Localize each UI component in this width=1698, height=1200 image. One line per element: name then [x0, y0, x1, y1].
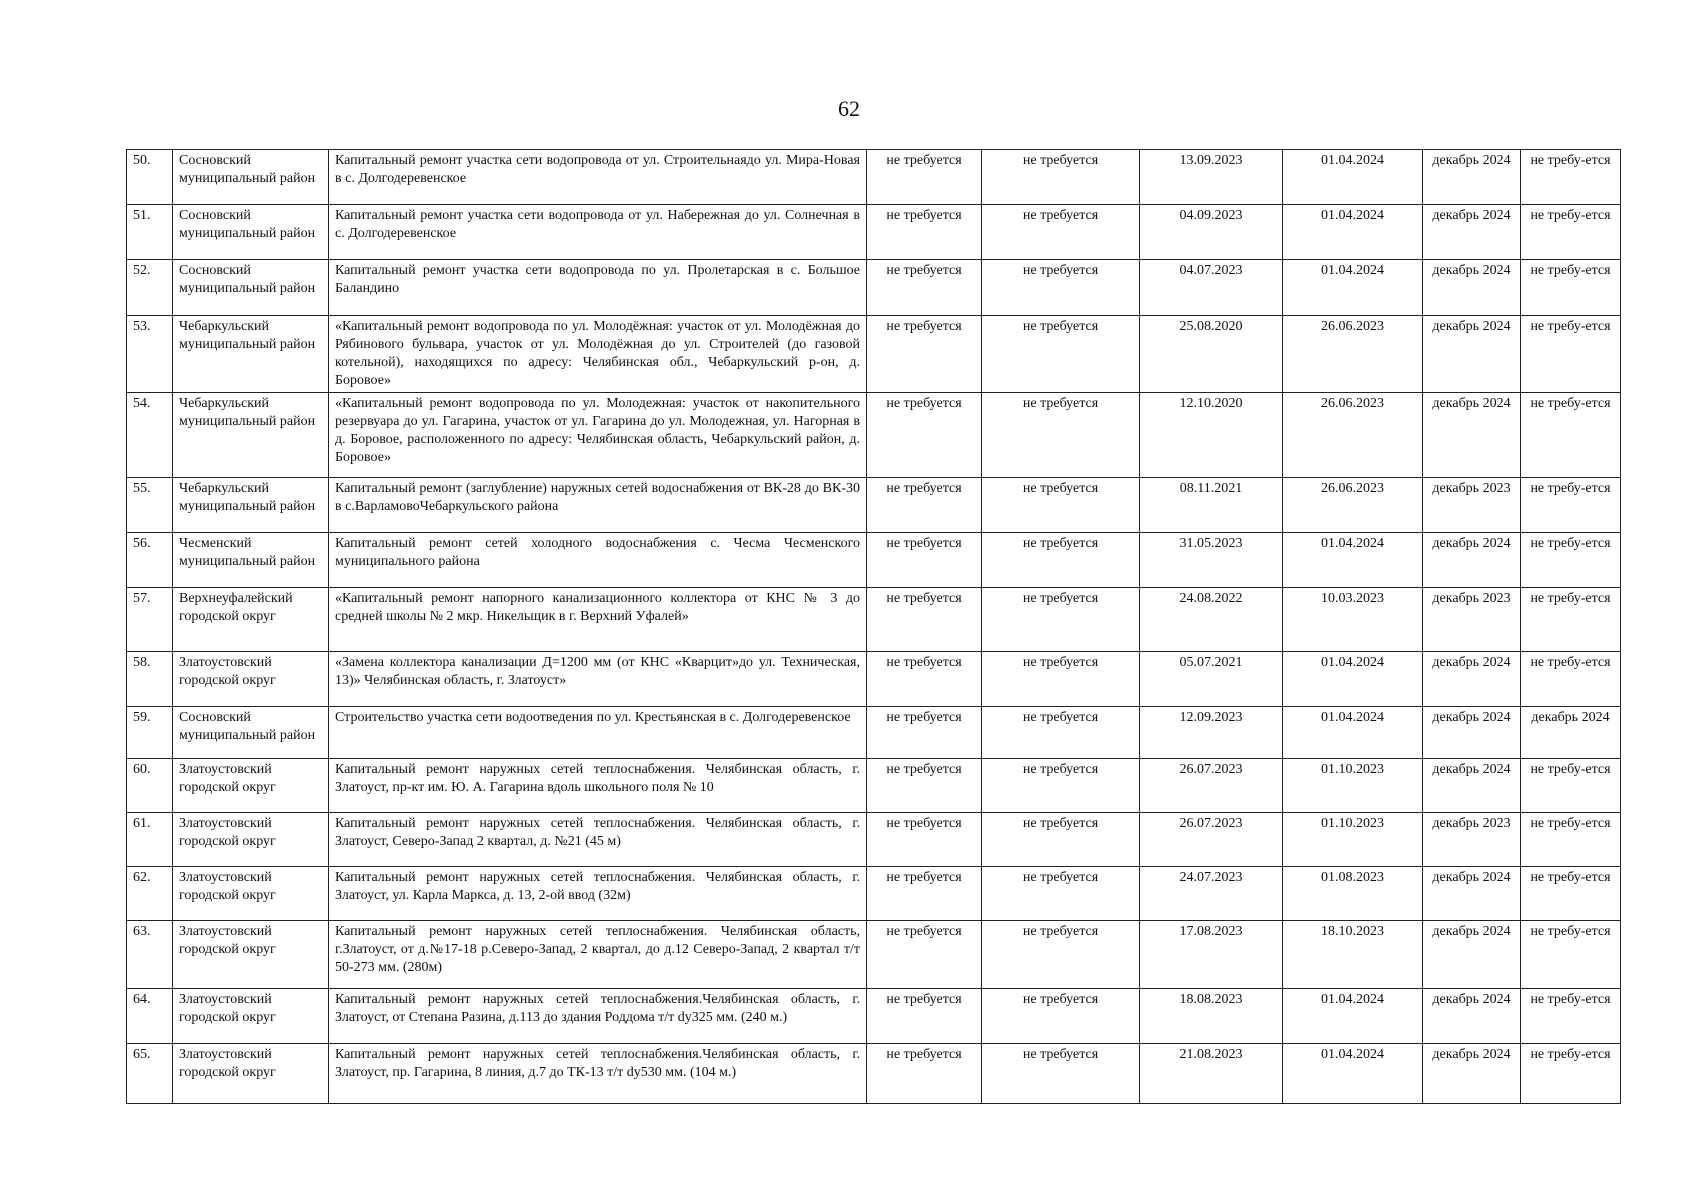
period-cell: декабрь 2024: [1423, 867, 1521, 921]
period-cell: декабрь 2024: [1423, 1044, 1521, 1104]
period-cell: декабрь 2024: [1423, 316, 1521, 393]
row-number: 54.: [127, 393, 173, 478]
table-row: [127, 813, 1621, 867]
requirement-a-cell: не требуется: [867, 652, 982, 707]
requirement-b-cell: не требуется: [982, 260, 1140, 316]
last-cell: не требу-ется: [1521, 1044, 1621, 1104]
row-number: 50.: [127, 150, 173, 205]
table-row: [127, 205, 1621, 260]
description-cell: Капитальный ремонт (заглубление) наружных сетей водоснабжения от ВК-28 до ВК-30 в с.ВарламовоЧебаркульского района: [329, 478, 867, 533]
row-number: 63.: [127, 921, 173, 989]
description-cell: Капитальный ремонт наружных сетей теплоснабжения.Челябинская область, г. Златоуст, от Степана Разина, д.113 до здания Роддома т/т dy325 мм. (240 м.): [329, 989, 867, 1044]
date-2-cell: 01.04.2024: [1283, 1044, 1423, 1104]
requirement-b-cell: не требуется: [982, 707, 1140, 759]
description-cell: Капитальный ремонт участка сети водопровода от ул. Набережная до ул. Солнечная в с. Долгодеревенское: [329, 205, 867, 260]
date-2-cell: 01.10.2023: [1283, 813, 1423, 867]
page-number: 62: [838, 96, 860, 121]
date-1-cell: 26.07.2023: [1140, 813, 1283, 867]
date-2-cell: 01.04.2024: [1283, 707, 1423, 759]
municipality-cell: Чебаркульский муниципальный район: [173, 316, 329, 393]
row-number: 59.: [127, 707, 173, 759]
last-cell: не требу-ется: [1521, 260, 1621, 316]
requirement-a-cell: не требуется: [867, 533, 982, 588]
date-1-cell: 08.11.2021: [1140, 478, 1283, 533]
table-row: [127, 759, 1621, 813]
requirement-b-cell: не требуется: [982, 478, 1140, 533]
requirement-a-cell: не требуется: [867, 316, 982, 393]
requirement-a-cell: не требуется: [867, 707, 982, 759]
requirement-a-cell: не требуется: [867, 759, 982, 813]
row-number: 58.: [127, 652, 173, 707]
municipality-cell: Чебаркульский муниципальный район: [173, 478, 329, 533]
description-cell: Капитальный ремонт участка сети водопровода по ул. Пролетарская в с. Большое Баландино: [329, 260, 867, 316]
last-cell: не требу-ется: [1521, 652, 1621, 707]
period-cell: декабрь 2024: [1423, 205, 1521, 260]
requirement-a-cell: не требуется: [867, 393, 982, 478]
description-cell: Капитальный ремонт наружных сетей теплоснабжения.Челябинская область, г. Златоуст, пр. Гагарина, 8 линия, д.7 до ТК-13 т/т dy530 мм. (104 м.): [329, 1044, 867, 1104]
date-1-cell: 12.09.2023: [1140, 707, 1283, 759]
municipality-cell: Верхнеуфалейский городской округ: [173, 588, 329, 652]
municipality-cell: Златоустовский городской округ: [173, 867, 329, 921]
date-2-cell: 01.04.2024: [1283, 533, 1423, 588]
description-cell: Капитальный ремонт наружных сетей теплоснабжения. Челябинская область, г.Златоуст, от д.№17-18 р.Северо-Запад, 2 квартал, до д.12 Северо-Запад, 2 квартал т/т 50-273 мм. (280м): [329, 921, 867, 989]
register-table: [126, 149, 1621, 1104]
requirement-b-cell: не требуется: [982, 813, 1140, 867]
last-cell: не требу-ется: [1521, 759, 1621, 813]
period-cell: декабрь 2024: [1423, 260, 1521, 316]
period-cell: декабрь 2024: [1423, 393, 1521, 478]
municipality-cell: Златоустовский городской округ: [173, 652, 329, 707]
table-row: [127, 1044, 1621, 1104]
requirement-b-cell: не требуется: [982, 588, 1140, 652]
last-cell: не требу-ется: [1521, 813, 1621, 867]
requirement-b-cell: не требуется: [982, 759, 1140, 813]
last-cell: декабрь 2024: [1521, 707, 1621, 759]
date-2-cell: 18.10.2023: [1283, 921, 1423, 989]
table-row: [127, 867, 1621, 921]
date-1-cell: 05.07.2021: [1140, 652, 1283, 707]
date-1-cell: 13.09.2023: [1140, 150, 1283, 205]
description-cell: Капитальный ремонт сетей холодного водоснабжения с. Чесма Чесменского муниципального района: [329, 533, 867, 588]
period-cell: декабрь 2024: [1423, 921, 1521, 989]
date-2-cell: 26.06.2023: [1283, 478, 1423, 533]
row-number: 53.: [127, 316, 173, 393]
row-number: 65.: [127, 1044, 173, 1104]
table-row: [127, 150, 1621, 205]
date-1-cell: 04.09.2023: [1140, 205, 1283, 260]
date-2-cell: 01.04.2024: [1283, 150, 1423, 205]
description-cell: Капитальный ремонт наружных сетей теплоснабжения. Челябинская область, г. Златоуст, Северо-Запад 2 квартал, д. №21 (45 м): [329, 813, 867, 867]
last-cell: не требу-ется: [1521, 921, 1621, 989]
row-number: 61.: [127, 813, 173, 867]
date-1-cell: 25.08.2020: [1140, 316, 1283, 393]
description-cell: Капитальный ремонт участка сети водопровода от ул. Строительнаядо ул. Мира-Новая в с. Долгодеревенское: [329, 150, 867, 205]
period-cell: декабрь 2024: [1423, 533, 1521, 588]
register-body: [127, 150, 1621, 1104]
date-2-cell: 01.04.2024: [1283, 205, 1423, 260]
date-1-cell: 24.07.2023: [1140, 867, 1283, 921]
requirement-b-cell: не требуется: [982, 205, 1140, 260]
requirement-a-cell: не требуется: [867, 813, 982, 867]
date-2-cell: 01.10.2023: [1283, 759, 1423, 813]
municipality-cell: Златоустовский городской округ: [173, 989, 329, 1044]
requirement-b-cell: не требуется: [982, 316, 1140, 393]
requirement-a-cell: не требуется: [867, 989, 982, 1044]
table-row: [127, 316, 1621, 393]
date-1-cell: 31.05.2023: [1140, 533, 1283, 588]
last-cell: не требу-ется: [1521, 316, 1621, 393]
municipality-cell: Златоустовский городской округ: [173, 921, 329, 989]
requirement-b-cell: не требуется: [982, 989, 1140, 1044]
municipality-cell: Сосновский муниципальный район: [173, 260, 329, 316]
requirement-a-cell: не требуется: [867, 478, 982, 533]
date-1-cell: 04.07.2023: [1140, 260, 1283, 316]
requirement-b-cell: не требуется: [982, 150, 1140, 205]
date-1-cell: 21.08.2023: [1140, 1044, 1283, 1104]
description-cell: Капитальный ремонт наружных сетей теплоснабжения. Челябинская область, г. Златоуст, пр-кт им. Ю. А. Гагарина вдоль школьного поля № 10: [329, 759, 867, 813]
date-2-cell: 10.03.2023: [1283, 588, 1423, 652]
period-cell: декабрь 2024: [1423, 652, 1521, 707]
municipality-cell: Златоустовский городской округ: [173, 759, 329, 813]
row-number: 52.: [127, 260, 173, 316]
table-row: [127, 260, 1621, 316]
description-cell: «Капитальный ремонт напорного канализационного коллектора от КНС № 3 до средней школы № 2 мкр. Никельщик в г. Верхний Уфалей»: [329, 588, 867, 652]
row-number: 62.: [127, 867, 173, 921]
last-cell: не требу-ется: [1521, 478, 1621, 533]
row-number: 56.: [127, 533, 173, 588]
last-cell: не требу-ется: [1521, 393, 1621, 478]
table-row: [127, 652, 1621, 707]
date-2-cell: 01.04.2024: [1283, 260, 1423, 316]
requirement-b-cell: не требуется: [982, 1044, 1140, 1104]
municipality-cell: Сосновский муниципальный район: [173, 205, 329, 260]
last-cell: не требу-ется: [1521, 150, 1621, 205]
period-cell: декабрь 2024: [1423, 759, 1521, 813]
requirement-a-cell: не требуется: [867, 150, 982, 205]
last-cell: не требу-ется: [1521, 205, 1621, 260]
row-number: 51.: [127, 205, 173, 260]
date-2-cell: 01.08.2023: [1283, 867, 1423, 921]
description-cell: Капитальный ремонт наружных сетей теплоснабжения. Челябинская область, г. Златоуст, ул. Карла Маркса, д. 13, 2-ой ввод (32м): [329, 867, 867, 921]
date-1-cell: 12.10.2020: [1140, 393, 1283, 478]
description-cell: «Замена коллектора канализации Д=1200 мм (от КНС «Кварцит»до ул. Техническая, 13)» Челябинская область, г. Златоуст»: [329, 652, 867, 707]
requirement-a-cell: не требуется: [867, 260, 982, 316]
requirement-a-cell: не требуется: [867, 921, 982, 989]
requirement-a-cell: не требуется: [867, 588, 982, 652]
municipality-cell: Златоустовский городской округ: [173, 1044, 329, 1104]
date-1-cell: 26.07.2023: [1140, 759, 1283, 813]
table-row: [127, 393, 1621, 478]
period-cell: декабрь 2023: [1423, 588, 1521, 652]
date-2-cell: 01.04.2024: [1283, 989, 1423, 1044]
date-2-cell: 01.04.2024: [1283, 652, 1423, 707]
last-cell: не требу-ется: [1521, 588, 1621, 652]
period-cell: декабрь 2024: [1423, 989, 1521, 1044]
last-cell: не требу-ется: [1521, 867, 1621, 921]
date-1-cell: 18.08.2023: [1140, 989, 1283, 1044]
period-cell: декабрь 2023: [1423, 478, 1521, 533]
requirement-b-cell: не требуется: [982, 921, 1140, 989]
description-cell: «Капитальный ремонт водопровода по ул. Молодежная: участок от накопительного резервуара до ул. Гагарина, участок от ул. Гагарина до ул. Молодежная, ул. Нагорная в д. Боровое, расположенного по адресу: Челябинская область, Чебаркульский район, д. Боровое»: [329, 393, 867, 478]
table-row: [127, 478, 1621, 533]
table-row: [127, 588, 1621, 652]
date-2-cell: 26.06.2023: [1283, 316, 1423, 393]
table-row: [127, 533, 1621, 588]
row-number: 60.: [127, 759, 173, 813]
date-1-cell: 17.08.2023: [1140, 921, 1283, 989]
last-cell: не требу-ется: [1521, 533, 1621, 588]
description-cell: Строительство участка сети водоотведения по ул. Крестьянская в с. Долгодеревенское: [329, 707, 867, 759]
row-number: 57.: [127, 588, 173, 652]
requirement-a-cell: не требуется: [867, 205, 982, 260]
description-cell: «Капитальный ремонт водопровода по ул. Молодёжная: участок от ул. Молодёжная до Рябинового бульвара, участок от ул. Молодёжная до ул. Строителей (до газовой котельной), находящихся по адресу: Челябинская обл., Чебаркульский р-он, д. Боровое»: [329, 316, 867, 393]
row-number: 55.: [127, 478, 173, 533]
requirement-b-cell: не требуется: [982, 652, 1140, 707]
requirement-a-cell: не требуется: [867, 1044, 982, 1104]
period-cell: декабрь 2024: [1423, 150, 1521, 205]
row-number: 64.: [127, 989, 173, 1044]
requirement-b-cell: не требуется: [982, 533, 1140, 588]
municipality-cell: Чебаркульский муниципальный район: [173, 393, 329, 478]
municipality-cell: Сосновский муниципальный район: [173, 707, 329, 759]
table-row: [127, 921, 1621, 989]
requirement-b-cell: не требуется: [982, 867, 1140, 921]
period-cell: декабрь 2023: [1423, 813, 1521, 867]
date-1-cell: 24.08.2022: [1140, 588, 1283, 652]
municipality-cell: Чесменский муниципальный район: [173, 533, 329, 588]
last-cell: не требу-ется: [1521, 989, 1621, 1044]
table-row: [127, 989, 1621, 1044]
date-2-cell: 26.06.2023: [1283, 393, 1423, 478]
municipality-cell: Сосновский муниципальный район: [173, 150, 329, 205]
period-cell: декабрь 2024: [1423, 707, 1521, 759]
requirement-a-cell: не требуется: [867, 867, 982, 921]
table-row: [127, 707, 1621, 759]
requirement-b-cell: не требуется: [982, 393, 1140, 478]
municipality-cell: Златоустовский городской округ: [173, 813, 329, 867]
